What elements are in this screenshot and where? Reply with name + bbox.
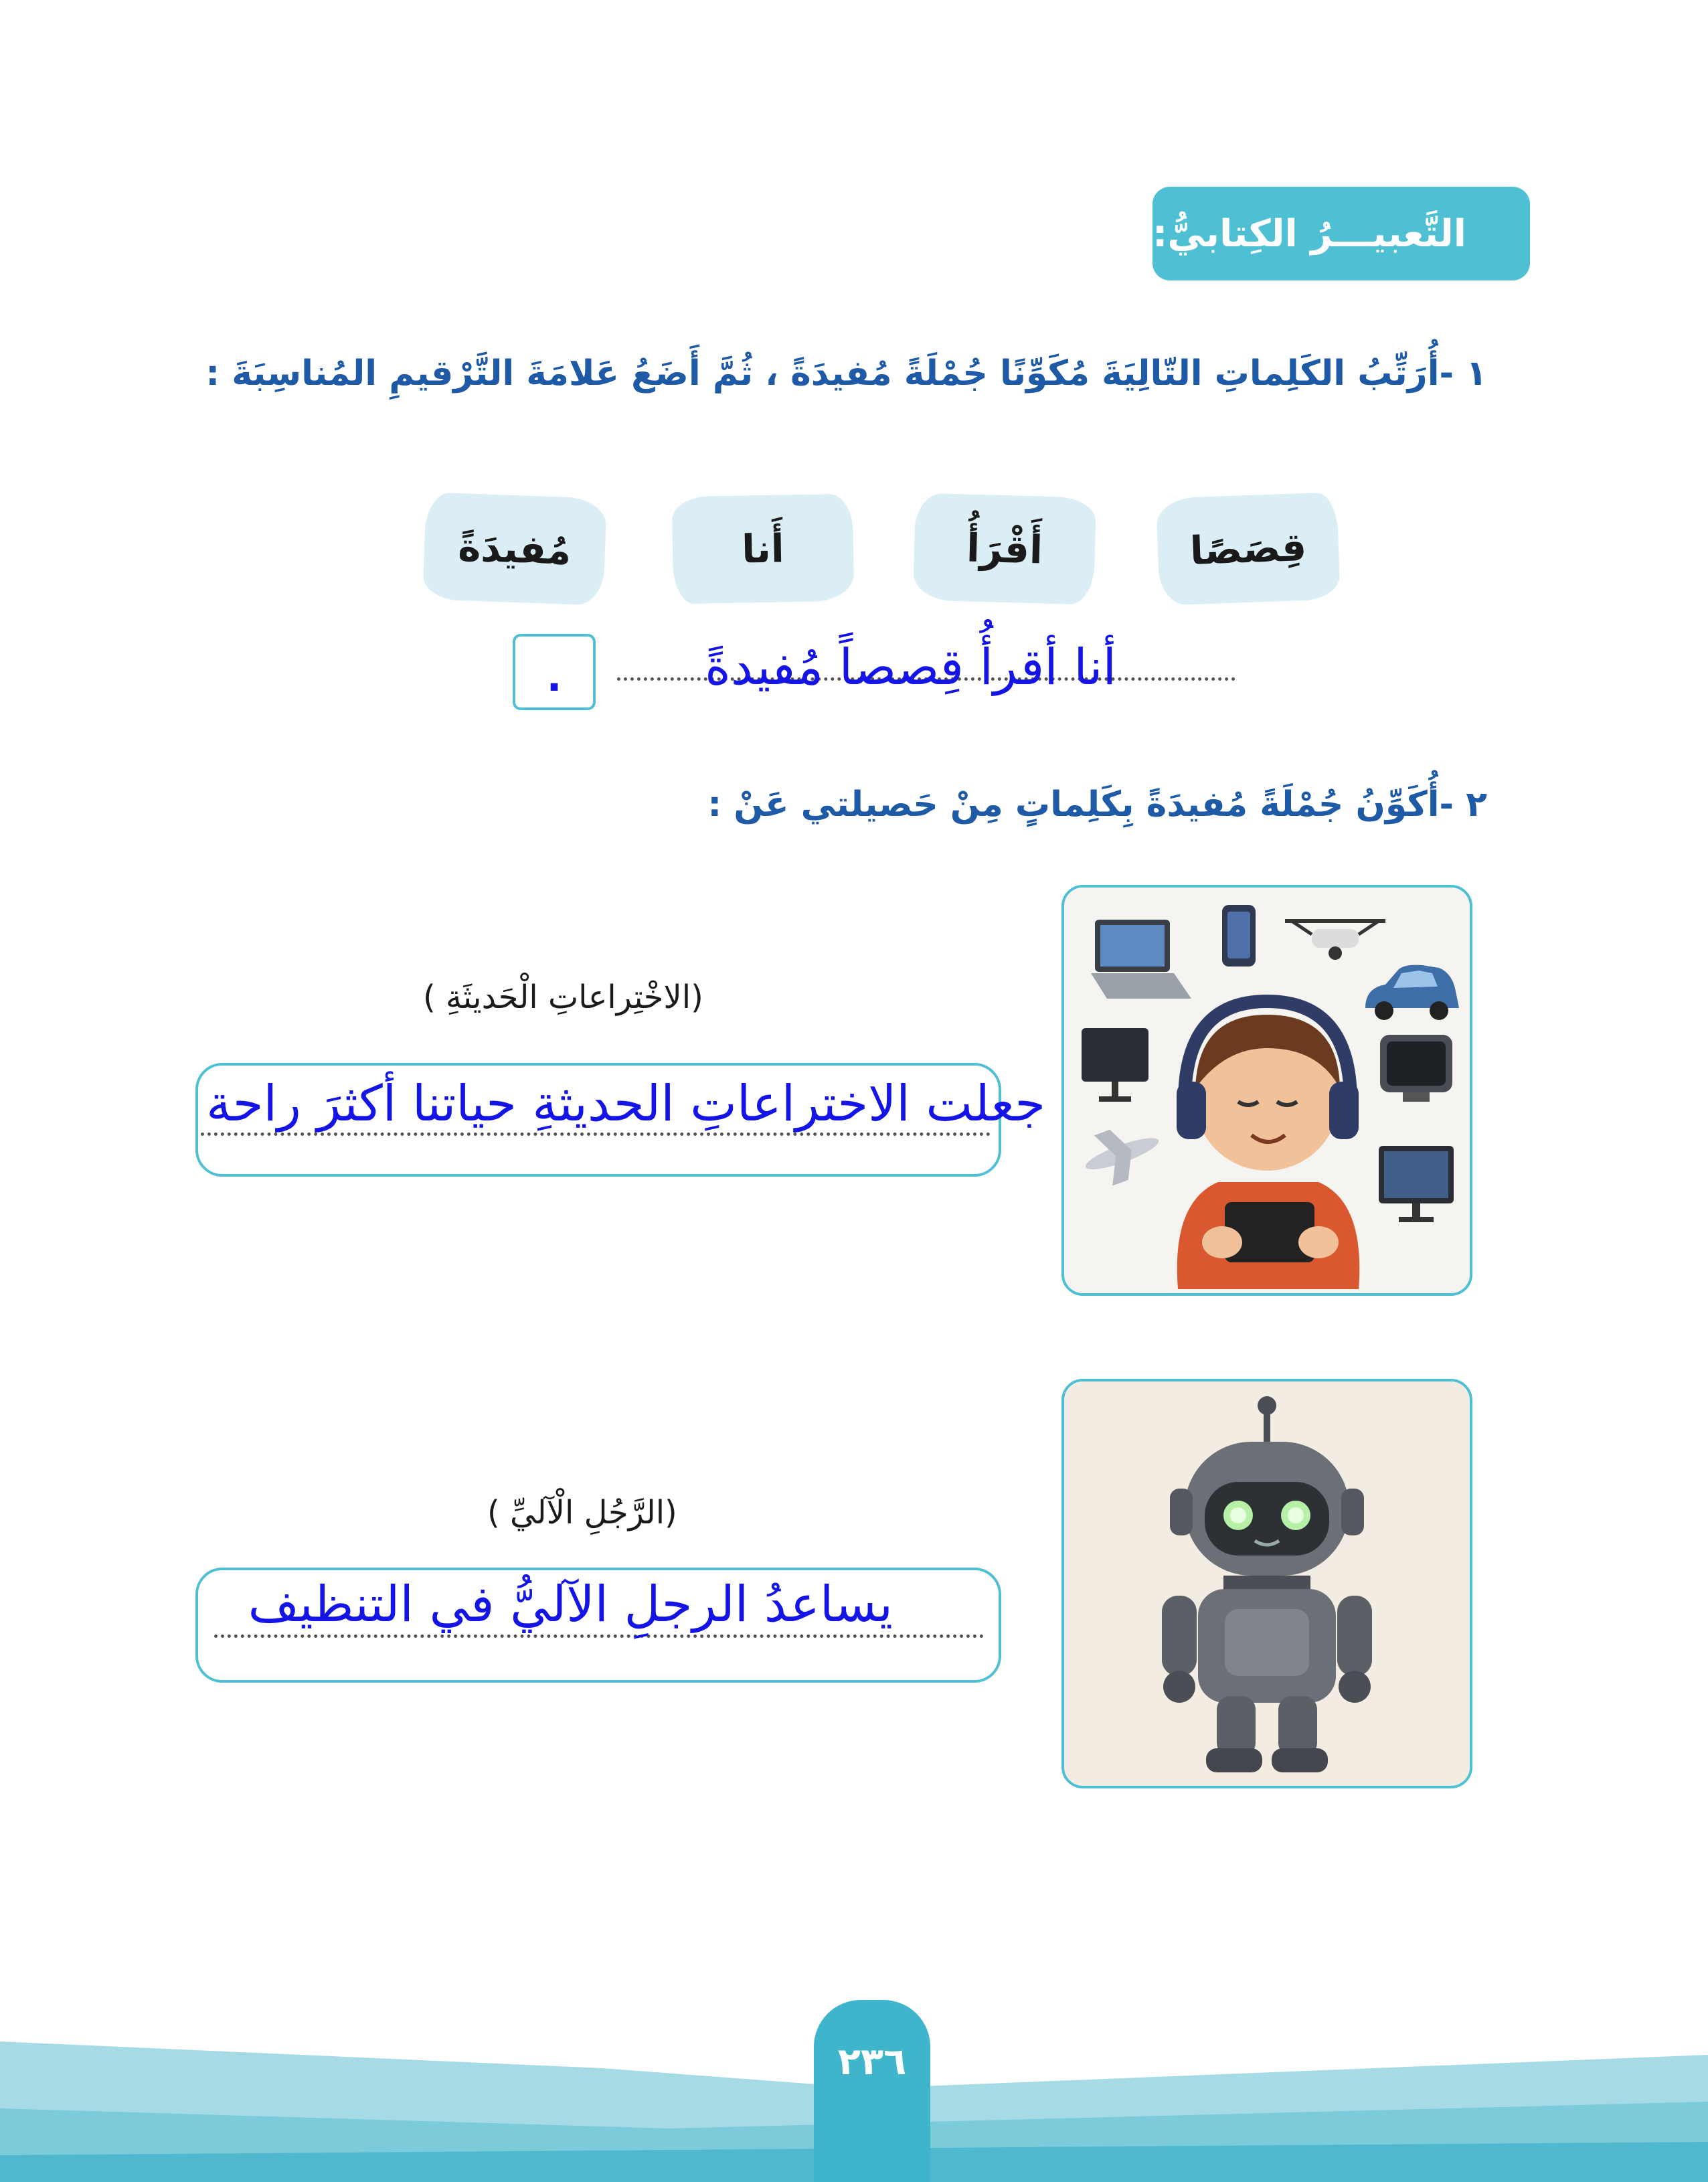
boy-with-devices-illustration [1064, 888, 1470, 1293]
page-number-tab [814, 2000, 930, 2182]
word-chip[interactable]: قِصَصًا [1156, 492, 1340, 605]
exercise-1-answer[interactable]: أنا أقرأُ قِصصاً مُفيدةً [705, 639, 1116, 696]
section-title [1152, 187, 1530, 280]
exercise-1-instruction: ١ -أُرَتِّبُ الكَلِماتِ التّالِيَةَ مُكَوِّنًا جُمْلَةً مُفيدَةً ، ثُمَّ أَضَعُ عَلامَةَ التَّرْقيمِ المُناسِبَةَ : [205, 353, 1487, 394]
topic-label-robot: (الرَّجُلِ الْآليِّ ) [487, 1494, 677, 1531]
inventions-image [1061, 885, 1472, 1296]
page-number: ٢٣٦ [837, 2040, 907, 2084]
inventions-answer[interactable]: جعلت الاختراعاتِ الحديثةِ حياتنا أكثرَ راحة [206, 1075, 1045, 1132]
punctuation-box[interactable] [513, 634, 596, 710]
answer-dotted-line [201, 1132, 991, 1136]
word-chip[interactable]: مُفيدَةً [422, 492, 606, 605]
exercise-2-instruction: ٢ -أُكَوِّنُ جُمْلَةً مُفيدَةً بِكَلِماتٍ مِنْ حَصيلتي عَنْ : [707, 784, 1487, 825]
word-chip[interactable]: أَنا [672, 494, 855, 604]
section-title-text: التَّعبيـــرُ الكِتابيُّ: [1152, 212, 1466, 256]
punctuation-mark: . [546, 654, 562, 701]
topic-label-inventions: (الاخْتِراعاتِ الْحَديثَةِ ) [423, 979, 703, 1016]
robot-answer[interactable]: يساعدُ الرجلِ الآليُّ في التنظيف [248, 1576, 893, 1633]
answer-dotted-line [214, 1634, 984, 1638]
word-chip[interactable]: أَقْرَأُ [913, 493, 1096, 604]
robot-illustration [1064, 1381, 1470, 1786]
robot-image [1061, 1379, 1472, 1788]
